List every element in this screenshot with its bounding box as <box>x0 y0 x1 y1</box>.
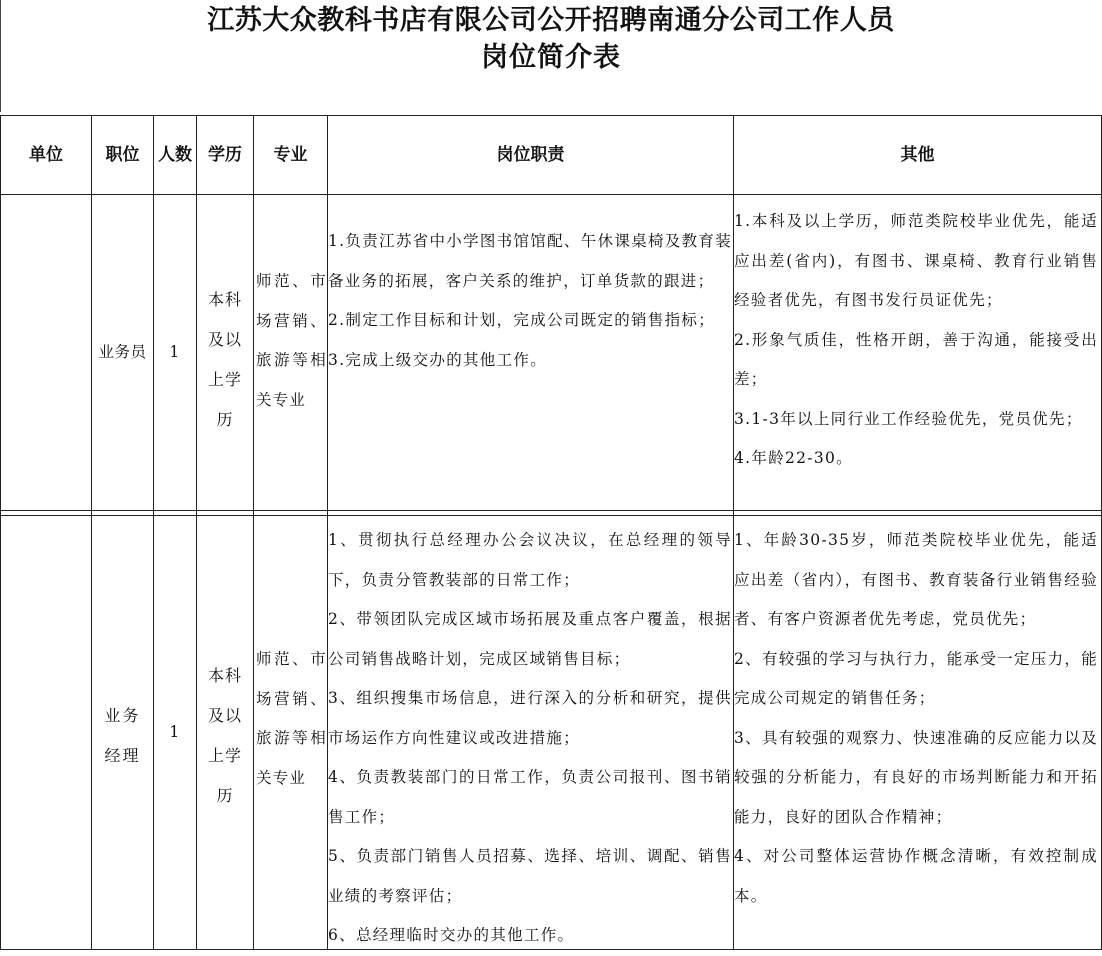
header-major: 专业 <box>273 145 308 165</box>
header-position: 职位 <box>105 145 140 165</box>
header-other: 其他 <box>900 145 935 165</box>
row1-other-item: 4.年龄22-30。 <box>734 449 853 467</box>
header-count: 人数 <box>158 145 192 165</box>
row1-other-item: 3.1-3年以上同行业工作经验优先，党员优先； <box>734 409 1083 428</box>
row2-unit <box>1 516 91 949</box>
col-border-3 <box>196 115 197 950</box>
row1-duty-item: 3.完成上级交办的其他工作。 <box>328 350 547 369</box>
header-duties: 岗位职责 <box>496 145 565 165</box>
document-title: 江苏大众教科书店有限公司公开招聘南通分公司工作人员 <box>207 5 895 36</box>
row1-other <box>734 202 1101 479</box>
row1-position: 业务员 <box>98 342 147 361</box>
row1-duties <box>328 222 733 380</box>
row1-other-item: 2.形象气质佳，性格开朗，善于沟通，能接受出差； <box>734 330 1098 388</box>
row1-major-text: 师范、市场营销、旅游等相关专业 <box>256 272 327 409</box>
row1-other-item: 1.本科及以上学历，师范类院校毕业优先，能适应出差(省内)，有图书、课桌椅、教育行业销售经验者优先，有图书发行员证优先； <box>734 212 1098 309</box>
row1-major <box>254 262 327 462</box>
row2-other-item: 4、对公司整体运营协作概念清晰，有效控制成本。 <box>734 847 1098 905</box>
header-education: 学历 <box>208 145 242 165</box>
row1-count: 1 <box>169 342 181 361</box>
row2-other <box>734 521 1101 916</box>
row1-duty-item: 2.制定工作目标和计划，完成公司既定的销售指标； <box>328 311 715 329</box>
row2-other-item: 3、具有较强的观察力、快速准确的反应能力以及较强的分析能力，有良好的市场判断能力和开拓能力，良好的团队合作精神； <box>734 728 1098 826</box>
row1-education <box>197 280 253 440</box>
document-subtitle: 岗位简介表 <box>481 42 621 73</box>
row2-other-item: 2、有较强的学习与执行力，能承受一定压力，能完成公司规定的销售任务； <box>734 649 1098 707</box>
row2-duty-item: 5、负责部门销售人员招募、选择、培训、调配、销售业绩的考察评估； <box>328 847 732 905</box>
row2-education <box>197 656 253 816</box>
header-unit: 单位 <box>29 145 63 165</box>
row2-duty-item: 6、总经理临时交办的其他工作。 <box>328 926 575 944</box>
row1-duty-item: 1.负责江苏省中小学图书馆馆配、午休课桌椅及教育装备业务的拓展，客户关系的维护，订单货款的跟进； <box>328 232 732 290</box>
row2-duty-item: 1、贯彻执行总经理办公会议决议，在总经理的领导下，负责分管教装部的日常工作； <box>328 531 732 589</box>
row2-position-text: 业务经理 <box>104 706 141 765</box>
row2-education-text: 本科及以上学历 <box>207 666 242 805</box>
row2-duty-item: 4、负责教装部门的日常工作，负责公司报刊、图书销售工作； <box>328 768 732 826</box>
row2-duty-item: 3、组织搜集市场信息，进行深入的分析和研究，提供市场运作方向性建议或改进措施； <box>328 689 732 747</box>
row2-count: 1 <box>169 722 181 741</box>
row2-other-item: 1、年龄30-35岁，师范类院校毕业优先，能适应出差（省内），有图书、教育装备行业销售经验者、有客户资源者优先考虑，党员优先； <box>734 531 1098 628</box>
row1-unit <box>1 195 91 510</box>
row2-position <box>92 696 153 776</box>
row2-duties <box>328 521 733 956</box>
row2-major <box>254 640 327 840</box>
row1-education-text: 本科及以上学历 <box>207 290 242 429</box>
row1-bottom-border <box>0 510 1102 511</box>
row2-duty-item: 2、带领团队完成区域市场拓展及重点客户覆盖，根据公司销售战略计划，完成区域销售目标； <box>328 610 732 668</box>
row2-major-text: 师范、市场营销、旅游等相关专业 <box>256 650 327 787</box>
